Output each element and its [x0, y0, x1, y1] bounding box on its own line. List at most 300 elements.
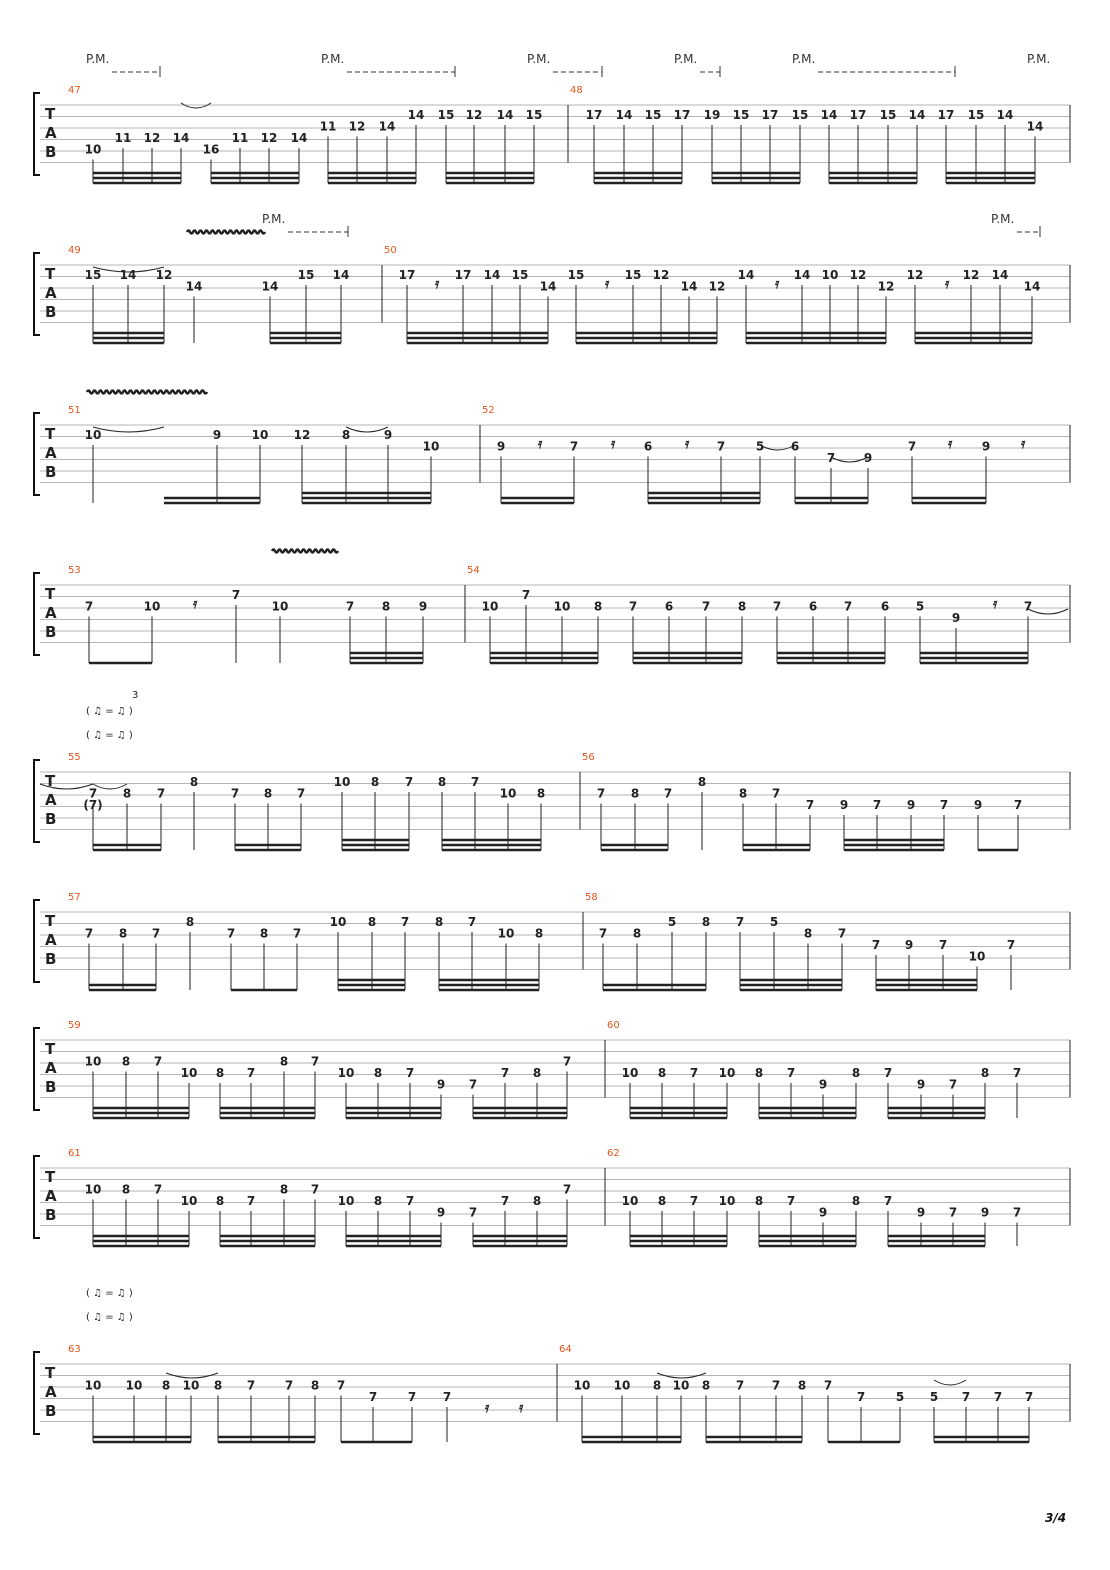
palm-mute-label: P.M. — [86, 52, 110, 66]
fret-number: 10 — [84, 428, 102, 442]
fret-number: 10 — [481, 599, 499, 614]
fret-number: 7 — [805, 798, 815, 812]
fret-number: 7 — [500, 1066, 510, 1080]
tab-clef-letter: T — [45, 1364, 56, 1382]
fret-number: 14 — [378, 119, 396, 134]
fret-number: 7 — [470, 775, 480, 789]
fret-number: 12 — [293, 428, 311, 442]
fret-number: 10 — [718, 1194, 736, 1208]
fret-number: 8 — [434, 915, 444, 929]
measure-number: 64 — [559, 1344, 572, 1355]
fret-number: 15 — [967, 108, 985, 122]
fret-number: 7 — [689, 1066, 699, 1080]
fret-number: 9 — [418, 599, 428, 614]
fret-number: 7 — [151, 926, 161, 941]
fret-number: 9 — [818, 1077, 828, 1092]
tab-system — [34, 1020, 1070, 1118]
fret-number: 8 — [803, 926, 813, 941]
tab-clef-letter: A — [45, 791, 57, 809]
fret-number: 17 — [937, 108, 955, 122]
fret-number: 7 — [442, 1390, 452, 1404]
fret-number: 12 — [260, 131, 278, 145]
tie-arc — [1028, 609, 1068, 614]
fret-number: 14 — [1026, 119, 1044, 134]
fret-number: 8 — [370, 775, 380, 789]
fret-number: 14 — [332, 268, 350, 282]
palm-mute-label: P.M. — [792, 52, 816, 66]
fret-number: 15 — [437, 108, 455, 122]
measure-number: 59 — [68, 1020, 81, 1031]
fret-number: 8 — [632, 926, 642, 941]
palm-mute-label: P.M. — [321, 52, 345, 66]
fret-number: 7 — [628, 599, 638, 614]
rest-symbol: 𝄿 — [435, 276, 440, 292]
fret-number: 11 — [231, 131, 249, 145]
fret-number: 14 — [407, 108, 425, 122]
fret-number: 8 — [851, 1066, 861, 1080]
fret-number: 8 — [185, 915, 195, 929]
rest-symbol: 𝄿 — [193, 596, 198, 612]
fret-number: 7 — [771, 786, 781, 801]
rest-symbol: 𝄿 — [485, 1400, 490, 1416]
fret-number: 14 — [539, 279, 557, 294]
fret-number: 7 — [701, 599, 711, 614]
fret-number: 10 — [497, 926, 515, 941]
palm-mute-label: P.M. — [262, 212, 286, 226]
fret-number: 8 — [657, 1194, 667, 1208]
fret-number: 9 — [916, 1077, 926, 1092]
measure-number: 53 — [68, 565, 81, 576]
fret-number: 8 — [652, 1378, 662, 1393]
tie-arc — [346, 427, 388, 432]
fret-number: 10 — [968, 949, 986, 964]
fret-number: 5 — [755, 439, 765, 454]
fret-number: 12 — [348, 119, 366, 134]
fret-number: 7 — [786, 1194, 796, 1208]
rest-symbol: 𝄿 — [611, 436, 616, 452]
measure-number: 49 — [68, 245, 81, 256]
fret-number: 10 — [613, 1378, 631, 1393]
fret-number: 7 — [837, 926, 847, 941]
fret-number: 7 — [407, 1390, 417, 1404]
svg-text:( ♫ = ♫ ): ( ♫ = ♫ ) — [86, 730, 133, 741]
rest-symbol: 𝄿 — [945, 276, 950, 292]
fret-number: 7 — [400, 915, 410, 929]
tab-clef-letter: B — [45, 463, 57, 481]
fret-number: 8 — [532, 1194, 542, 1208]
fret-number: 12 — [962, 268, 980, 282]
svg-text:( ♫ = ♫ ): ( ♫ = ♫ ) — [86, 1288, 133, 1299]
fret-number: 6 — [880, 599, 890, 614]
fret-number: 10 — [333, 775, 351, 789]
fret-number: 10 — [499, 786, 517, 801]
palm-mute-label: P.M. — [674, 52, 698, 66]
fret-number: 11 — [114, 131, 132, 145]
fret-number: 7 — [663, 786, 673, 801]
fret-number: 9 — [383, 428, 393, 442]
fret-number: 7 — [872, 798, 882, 812]
fret-number: 8 — [738, 786, 748, 801]
fret-number: 12 — [143, 131, 161, 145]
fret-number: 12 — [877, 279, 895, 294]
fret-number: 5 — [895, 1390, 905, 1404]
fret-number: 8 — [213, 1378, 223, 1393]
fret-number: 7 — [231, 588, 241, 602]
system-brace — [34, 1028, 40, 1110]
fret-number: 7 — [368, 1390, 378, 1404]
tab-clef-letter: A — [45, 1187, 57, 1205]
fret-number: 9 — [980, 1205, 990, 1220]
fret-number: 10 — [553, 599, 571, 614]
fret-number: 7 — [772, 599, 782, 614]
fret-number: 7 — [1012, 1066, 1022, 1080]
fret-number: 12 — [465, 108, 483, 122]
fret-number: (7) — [83, 798, 103, 812]
tab-clef-letter: B — [45, 1206, 57, 1224]
fret-number: 7 — [310, 1182, 320, 1197]
fret-number: 7 — [246, 1194, 256, 1208]
fret-number: 7 — [598, 926, 608, 941]
tab-system — [34, 85, 1070, 183]
measure-number: 47 — [68, 85, 81, 96]
fret-number: 10 — [84, 142, 102, 157]
fret-number: 17 — [673, 108, 691, 122]
fret-number: 7 — [562, 1182, 572, 1197]
tab-clef-letter: T — [45, 425, 56, 443]
fret-number: 7 — [467, 915, 477, 929]
fret-number: 7 — [843, 599, 853, 614]
fret-number: 7 — [88, 786, 98, 801]
fret-number: 15 — [644, 108, 662, 122]
rest-symbol: 𝄿 — [538, 436, 543, 452]
fret-number: 15 — [624, 268, 642, 282]
fret-number: 7 — [405, 1194, 415, 1208]
tab-clef-letter: T — [45, 585, 56, 603]
vibrato-mark — [187, 231, 265, 234]
fret-number: 9 — [973, 798, 983, 812]
tab-clef-letter: B — [45, 143, 57, 161]
fret-number: 19 — [703, 108, 721, 122]
fret-number: 8 — [701, 915, 711, 929]
fret-number: 8 — [797, 1378, 807, 1393]
fret-number: 14 — [185, 279, 203, 294]
tab-clef-letter: T — [45, 772, 56, 790]
fret-number: 8 — [381, 599, 391, 614]
measure-number: 52 — [482, 405, 495, 416]
fret-number: 8 — [121, 1054, 131, 1069]
palm-mute-label: P.M. — [527, 52, 551, 66]
fret-number: 14 — [1023, 279, 1041, 294]
fret-number: 8 — [341, 428, 351, 442]
tab-system — [34, 752, 1070, 850]
fret-number: 7 — [336, 1378, 346, 1393]
fret-number: 9 — [981, 439, 991, 454]
fret-number: 5 — [667, 915, 677, 929]
tab-clef-letter: A — [45, 604, 57, 622]
fret-number: 9 — [436, 1205, 446, 1220]
measure-number: 56 — [582, 752, 595, 763]
fret-number: 8 — [593, 599, 603, 614]
fret-number: 8 — [630, 786, 640, 801]
fret-number: 8 — [310, 1378, 320, 1393]
system-brace — [34, 93, 40, 175]
palm-mute-label: P.M. — [991, 212, 1015, 226]
fret-number: 10 — [84, 1054, 102, 1069]
swing-indicator — [86, 1288, 133, 1323]
tab-clef-letter: B — [45, 1078, 57, 1096]
fret-number: 10 — [180, 1194, 198, 1208]
fret-number: 16 — [202, 142, 220, 157]
fret-number: 7 — [1023, 599, 1033, 614]
fret-number: 7 — [883, 1066, 893, 1080]
fret-number: 8 — [737, 599, 747, 614]
fret-number: 17 — [585, 108, 603, 122]
vibrato-mark — [87, 391, 207, 394]
fret-number: 7 — [961, 1390, 971, 1404]
palm-mute-marker — [321, 52, 455, 77]
measure-number: 51 — [68, 405, 81, 416]
fret-number: 8 — [161, 1378, 171, 1393]
rest-symbol: 𝄿 — [775, 276, 780, 292]
fret-number: 9 — [863, 451, 873, 465]
fret-number: 7 — [296, 786, 306, 801]
fret-number: 7 — [735, 1378, 745, 1393]
fret-number: 7 — [226, 926, 236, 941]
fret-number: 15 — [732, 108, 750, 122]
tab-clef-letter: B — [45, 810, 57, 828]
fret-number: 8 — [534, 926, 544, 941]
fret-number: 7 — [735, 915, 745, 929]
fret-number: 14 — [996, 108, 1014, 122]
fret-number: 7 — [1013, 798, 1023, 812]
rest-symbol: 𝄿 — [948, 436, 953, 452]
palm-mute-marker — [991, 212, 1040, 237]
fret-number: 10 — [718, 1066, 736, 1080]
system-brace — [34, 1156, 40, 1238]
measure-number: 58 — [585, 892, 598, 903]
fret-number: 12 — [708, 279, 726, 294]
measure-number: 62 — [607, 1148, 620, 1159]
fret-number: 7 — [1024, 1390, 1034, 1404]
fret-number: 15 — [84, 268, 102, 282]
measure-number: 48 — [570, 85, 583, 96]
fret-number: 14 — [483, 268, 501, 282]
fret-number: 8 — [279, 1054, 289, 1069]
fret-number: 9 — [839, 798, 849, 812]
fret-number: 7 — [596, 786, 606, 801]
tab-clef-letter: T — [45, 105, 56, 123]
fret-number: 7 — [345, 599, 355, 614]
fret-number: 7 — [284, 1378, 294, 1393]
fret-number: 10 — [422, 439, 440, 454]
fret-number: 15 — [511, 268, 529, 282]
tab-clef-letter: A — [45, 124, 57, 142]
fret-number: 7 — [871, 938, 881, 952]
fret-number: 8 — [851, 1194, 861, 1208]
triplet-label: 3 — [132, 690, 139, 701]
tab-clef-letter: A — [45, 444, 57, 462]
fret-number: 15 — [879, 108, 897, 122]
svg-text:( ♫ = ♫ ): ( ♫ = ♫ ) — [86, 1312, 133, 1323]
fret-number: 6 — [808, 599, 818, 614]
system-brace — [34, 900, 40, 982]
fret-number: 9 — [212, 428, 222, 442]
fret-number: 7 — [153, 1182, 163, 1197]
fret-number: 7 — [1006, 938, 1016, 952]
fret-number: 7 — [823, 1378, 833, 1393]
rest-symbol: 𝄿 — [605, 276, 610, 292]
tab-clef-letter: B — [45, 1402, 57, 1420]
rest-symbol: 𝄿 — [1021, 436, 1026, 452]
fret-number: 10 — [251, 428, 269, 442]
fret-number: 10 — [821, 268, 839, 282]
tab-clef-letter: A — [45, 1059, 57, 1077]
fret-number: 10 — [84, 1378, 102, 1393]
fret-number: 14 — [737, 268, 755, 282]
fret-number: 12 — [652, 268, 670, 282]
fret-number: 12 — [906, 268, 924, 282]
tab-system — [34, 892, 1070, 990]
rest-symbol: 𝄿 — [519, 1400, 524, 1416]
fret-number: 7 — [230, 786, 240, 801]
fret-number: 10 — [621, 1066, 639, 1080]
fret-number: 17 — [454, 268, 472, 282]
fret-number: 10 — [84, 1182, 102, 1197]
fret-number: 7 — [156, 786, 166, 801]
tab-clef-letter: A — [45, 284, 57, 302]
system-brace — [34, 253, 40, 335]
tab-clef-letter: T — [45, 265, 56, 283]
fret-number: 14 — [615, 108, 633, 122]
fret-number: 7 — [468, 1077, 478, 1092]
fret-number: 8 — [263, 786, 273, 801]
system-brace — [34, 760, 40, 842]
fret-number: 14 — [820, 108, 838, 122]
tie-arc — [934, 1380, 966, 1385]
fret-number: 8 — [259, 926, 269, 941]
system-brace — [34, 1352, 40, 1434]
measure-number: 55 — [68, 752, 81, 763]
fret-number: 11 — [319, 119, 337, 134]
tab-clef-letter: T — [45, 1040, 56, 1058]
palm-mute-marker — [792, 52, 955, 77]
measure-number: 50 — [384, 245, 397, 256]
fret-number: 7 — [562, 1054, 572, 1069]
fret-number: 10 — [329, 915, 347, 929]
fret-number: 8 — [118, 926, 128, 941]
fret-number: 7 — [84, 599, 94, 614]
fret-number: 15 — [525, 108, 543, 122]
fret-number: 7 — [153, 1054, 163, 1069]
tab-system — [34, 245, 1070, 343]
fret-number: 8 — [437, 775, 447, 789]
fret-number: 10 — [337, 1066, 355, 1080]
fret-number: 8 — [657, 1066, 667, 1080]
tab-system — [34, 565, 1070, 663]
fret-number: 14 — [680, 279, 698, 294]
fret-number: 8 — [279, 1182, 289, 1197]
fret-number: 8 — [532, 1066, 542, 1080]
palm-mute-marker — [674, 52, 720, 77]
fret-number: 7 — [948, 1205, 958, 1220]
fret-number: 7 — [500, 1194, 510, 1208]
fret-number: 9 — [436, 1077, 446, 1092]
fret-number: 10 — [182, 1378, 200, 1393]
fret-number: 14 — [908, 108, 926, 122]
fret-number: 9 — [951, 611, 961, 625]
fret-number: 8 — [189, 775, 199, 789]
fret-number: 7 — [405, 1066, 415, 1080]
fret-number: 9 — [818, 1205, 828, 1220]
fret-number: 7 — [856, 1390, 866, 1404]
swing-indicator — [86, 690, 138, 741]
fret-number: 8 — [754, 1066, 764, 1080]
fret-number: 7 — [993, 1390, 1003, 1404]
fret-number: 7 — [404, 775, 414, 789]
fret-number: 10 — [125, 1378, 143, 1393]
palm-mute-marker — [1027, 52, 1050, 66]
fret-number: 8 — [980, 1066, 990, 1080]
fret-number: 7 — [689, 1194, 699, 1208]
fret-number: 8 — [122, 786, 132, 801]
fret-number: 8 — [373, 1066, 383, 1080]
tab-clef-letter: T — [45, 1168, 56, 1186]
system-brace — [34, 413, 40, 495]
tab-clef-letter: B — [45, 303, 57, 321]
fret-number: 14 — [119, 268, 137, 282]
fret-number: 8 — [367, 915, 377, 929]
palm-mute-marker — [86, 52, 160, 77]
fret-number: 5 — [769, 915, 779, 929]
palm-mute-marker — [262, 212, 348, 237]
fret-number: 9 — [496, 439, 506, 454]
fret-number: 17 — [761, 108, 779, 122]
fret-number: 7 — [292, 926, 302, 941]
measure-number: 54 — [467, 565, 480, 576]
tab-clef-letter: A — [45, 931, 57, 949]
fret-number: 7 — [883, 1194, 893, 1208]
rest-symbol: 𝄿 — [685, 436, 690, 452]
tab-clef-letter: A — [45, 1383, 57, 1401]
fret-number: 6 — [664, 599, 674, 614]
fret-number: 10 — [143, 599, 161, 614]
fret-number: 17 — [398, 268, 416, 282]
fret-number: 8 — [536, 786, 546, 801]
fret-number: 15 — [791, 108, 809, 122]
vibrato-mark — [272, 550, 338, 553]
fret-number: 6 — [790, 439, 800, 454]
fret-number: 10 — [573, 1378, 591, 1393]
fret-number: 15 — [297, 268, 315, 282]
fret-number: 8 — [697, 775, 707, 789]
fret-number: 6 — [643, 439, 653, 454]
fret-number: 7 — [84, 926, 94, 941]
fret-number: 8 — [121, 1182, 131, 1197]
fret-number: 7 — [1012, 1205, 1022, 1220]
fret-number: 14 — [172, 131, 190, 145]
fret-number: 8 — [215, 1066, 225, 1080]
fret-number: 12 — [155, 268, 173, 282]
fret-number: 7 — [569, 439, 579, 454]
fret-number: 10 — [621, 1194, 639, 1208]
fret-number: 7 — [771, 1378, 781, 1393]
fret-number: 14 — [793, 268, 811, 282]
fret-number: 7 — [948, 1077, 958, 1092]
measure-number: 61 — [68, 1148, 81, 1159]
fret-number: 17 — [849, 108, 867, 122]
tab-clef-letter: B — [45, 950, 57, 968]
fret-number: 8 — [754, 1194, 764, 1208]
